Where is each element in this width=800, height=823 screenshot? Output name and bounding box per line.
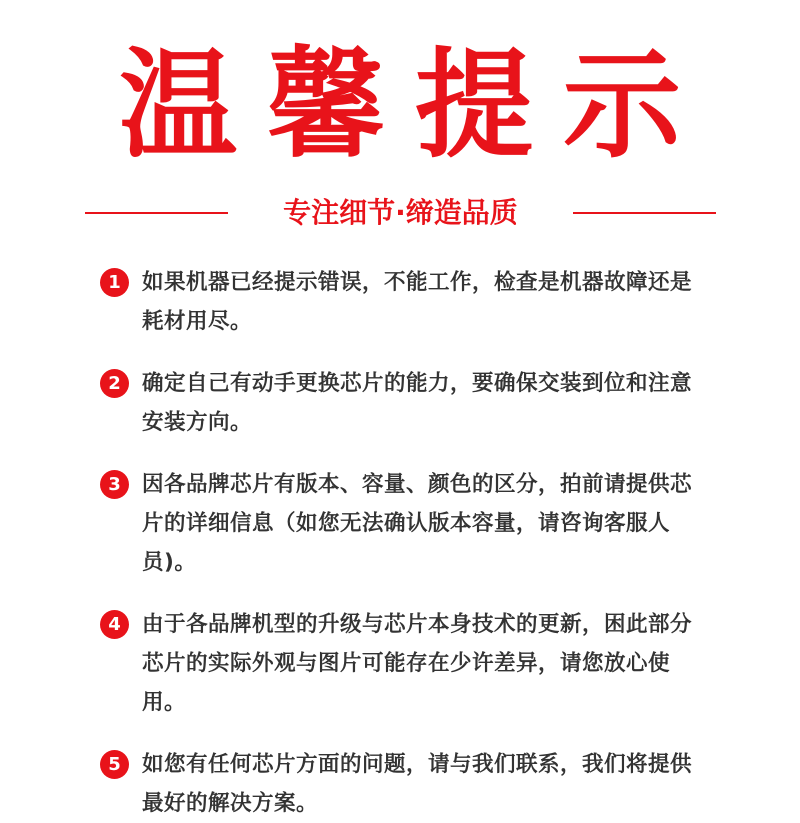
tip-number-badge: 5 bbox=[100, 750, 129, 779]
tip-text: 如您有任何芯片方面的问题，请与我们联系，我们将提供最好的解决方案。 bbox=[142, 752, 693, 816]
tip-item bbox=[100, 263, 710, 341]
tip-text: 由于各品牌机型的升级与芯片本身技术的更新，困此部分芯片的实际外观与图片可能存在少许差异，请您放心使用。 bbox=[142, 612, 693, 715]
tip-number-badge: 3 bbox=[100, 470, 129, 499]
tip-item bbox=[100, 465, 710, 582]
tips-list bbox=[100, 263, 710, 823]
tip-text: 确定自己有动手更换芯片的能力，要确保交装到位和注意安装方向。 bbox=[142, 371, 693, 435]
left-divider bbox=[85, 212, 228, 214]
subtitle: 专注细节·缔造品质 bbox=[283, 196, 518, 229]
page-title: 温馨提示 bbox=[118, 36, 711, 174]
tip-item bbox=[100, 364, 710, 442]
tip-item bbox=[100, 745, 710, 823]
tip-text: 如果机器已经提示错误，不能工作，检查是机器故障还是耗材用尽。 bbox=[142, 270, 693, 334]
right-divider bbox=[573, 212, 716, 214]
tip-number-badge: 2 bbox=[100, 369, 129, 398]
tip-text: 因各品牌芯片有版本、容量、颜色的区分，拍前请提供芯片的详细信息（如您无法确认版本容量，请咨询客服人员)。 bbox=[142, 472, 693, 575]
subtitle-row bbox=[0, 190, 800, 236]
tip-number-badge: 4 bbox=[100, 610, 129, 639]
tip-item bbox=[100, 605, 710, 722]
tip-number-badge: 1 bbox=[100, 268, 129, 297]
